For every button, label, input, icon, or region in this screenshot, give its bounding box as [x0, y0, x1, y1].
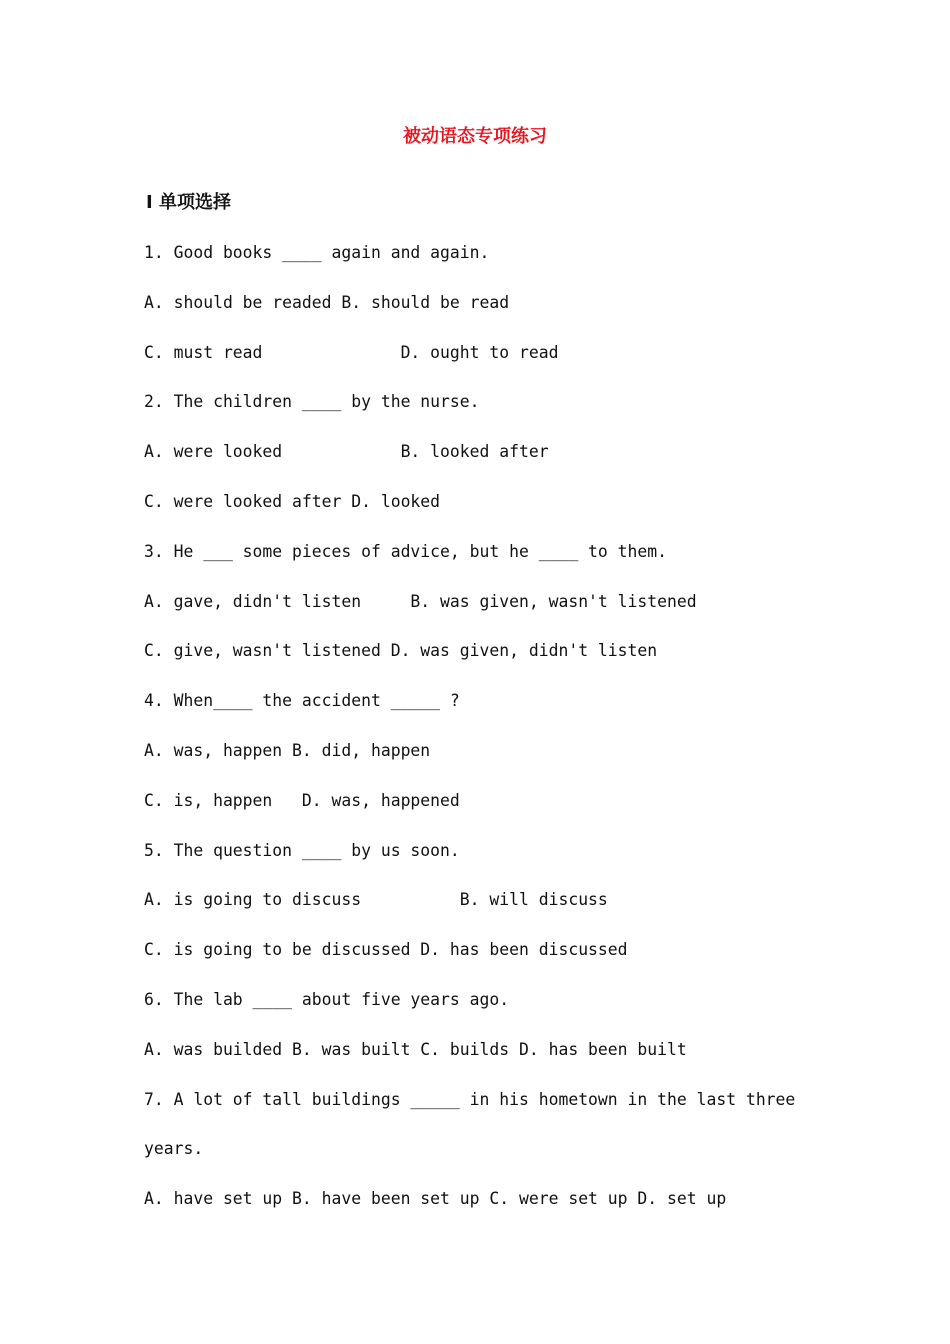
- question-1-options-cd: C. must read D. ought to read: [144, 342, 559, 362]
- question-4-options-cd: C. is, happen D. was, happened: [144, 790, 460, 810]
- question-7-options: A. have set up B. have been set up C. were set up D. set up: [144, 1189, 727, 1209]
- exercise-body: [144, 240, 844, 1236]
- question-2: 2. The children ____ by the nurse.: [144, 392, 480, 412]
- question-5-options-ab: A. is going to discuss B. will discuss: [144, 890, 608, 910]
- question-6: 6. The lab ____ about five years ago.: [144, 989, 510, 1009]
- question-7-continued: years.: [144, 1139, 204, 1159]
- question-3-options-ab: A. gave, didn't listen B. was given, wasn't listened: [144, 591, 697, 611]
- question-1-options-ab: A. should be readed B. should be read: [144, 292, 510, 312]
- question-3-options-cd: C. give, wasn't listened D. was given, didn't listen: [144, 641, 658, 661]
- question-7: 7. A lot of tall buildings _____ in his hometown in the last three: [144, 1089, 796, 1109]
- question-4-options-ab: A. was, happen B. did, happen: [144, 740, 431, 760]
- question-5-options-cd: C. is going to be discussed D. has been discussed: [144, 940, 628, 960]
- page-title: 被动语态专项练习: [403, 126, 547, 147]
- question-6-options: A. was builded B. was built C. builds D. has been built: [144, 1039, 687, 1059]
- question-3: 3. He ___ some pieces of advice, but he ____ to them.: [144, 541, 668, 561]
- question-1: 1. Good books ____ again and again.: [144, 243, 490, 262]
- question-2-options-ab: A. were looked B. looked after: [144, 442, 549, 462]
- question-5: 5. The question ____ by us soon.: [144, 840, 460, 860]
- question-4: 4. When____ the accident _____ ?: [144, 691, 460, 711]
- question-2-options-cd: C. were looked after D. looked: [144, 491, 441, 511]
- section-heading: Ⅰ 单项选择: [146, 192, 231, 213]
